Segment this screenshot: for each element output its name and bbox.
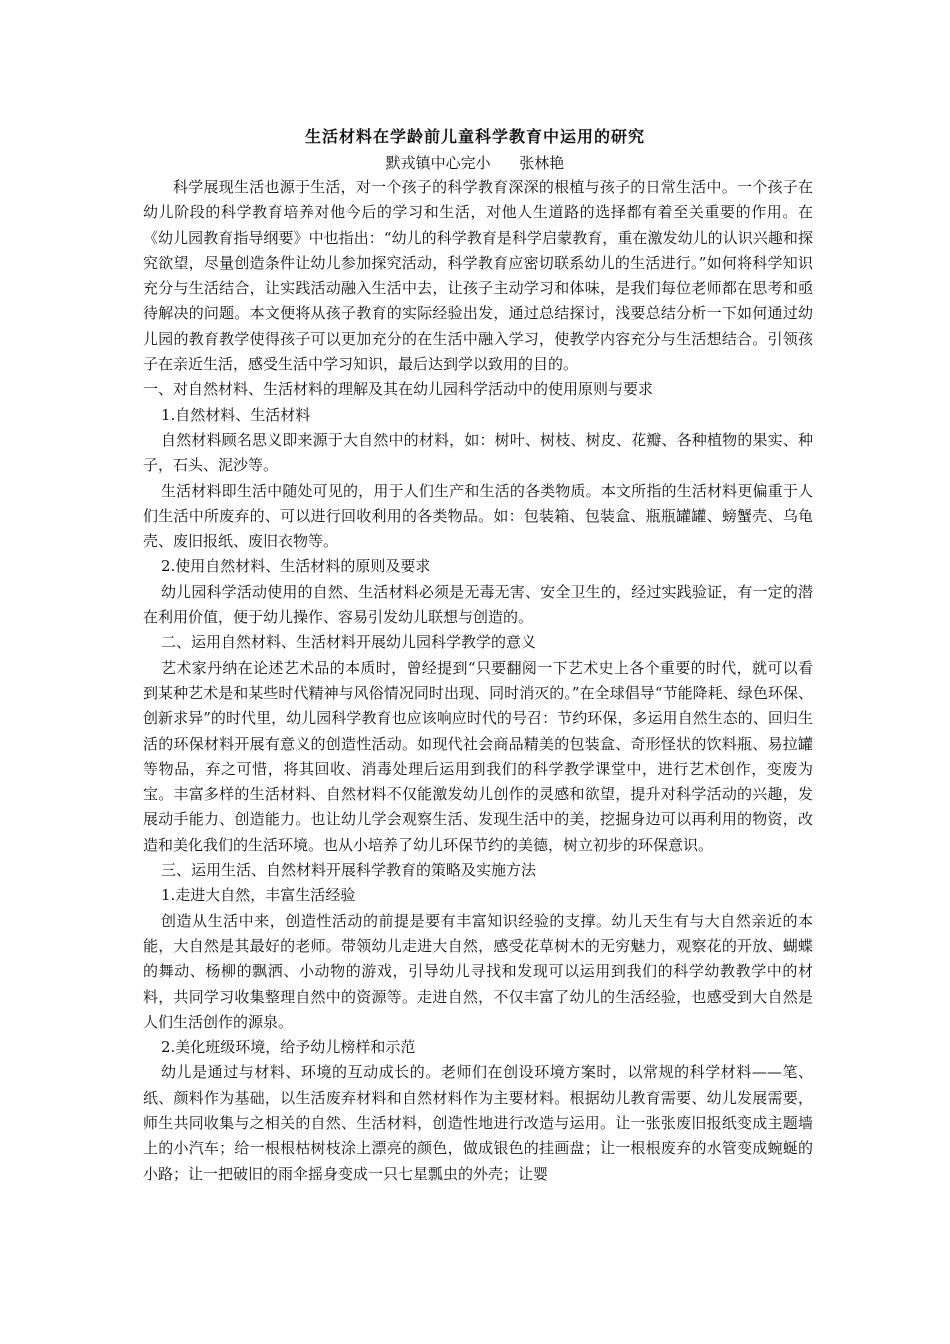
paragraph: 一、对自然材料、生活材料的理解及其在幼儿园科学活动中的使用原则与要求 <box>143 380 654 399</box>
paragraph: 艺术家丹纳在论述艺术品的本质时，曾经提到“只要翻阅一下艺术史上各个重要的时代，就可以看到某种艺术是和某些时代精神与风俗情况同时出现、同时消灭的。”在全球倡导“节能降耗、绿色环保、创新求异”的时代里，幼儿园科学教育也应该响应时代的号召：节约环保，多运用自然生态的、回归生活的环保材料开展有意义的创造性活动。如现代社会商品精美的包装盒、奇形怪状的饮料瓶、易拉罐等物品，弃之可惜，将其回收、消毒处理后运用到我们的科学教学课堂中，进行艺术创作，变废为宝。丰富多样的生活材料、自然材料不仅能激发幼儿创作的灵感和欲望，提升对科学活动的兴趣，发展动手能力、创造能力。也让幼儿学会观察生活、发现生活中的美，挖掘身边可以再利用的物资，改造和美化我们的生活环境。也从小培养了幼儿环保节约的美德，树立初步的环保意识。 <box>143 658 813 854</box>
paragraph: 生活材料即生活中随处可见的，用于人们生产和生活的各类物质。本文所指的生活材料更偏重于人们生活中所废弃的、可以进行回收利用的各类物品。如：包装箱、包装盒、瓶瓶罐罐、螃蟹壳、乌龟壳、废旧报纸、废旧衣物等。 <box>143 481 813 551</box>
paragraph: 2.使用自然材料、生活材料的原则及要求 <box>161 557 431 576</box>
paragraph: 幼儿是通过与材料、环境的互动成长的。老师们在创设环境方案时，以常规的科学材料——笔、纸、颜料作为基础，以生活废弃材料和自然材料作为主要材料。根据幼儿教育需要、幼儿发展需要，师生共同收集与之相关的自然、生活材料，创造性地进行改造与运用。让一张张废旧报纸变成主题墙上的小汽车；给一根根枯树枝涂上漂亮的颜色，做成银色的挂画盘；让一根根废弃的水管变成蜿蜒的小路；让一把破旧的雨伞摇身变成一只七星瓢虫的外壳；让婴 <box>143 1063 813 1183</box>
document-title: 生活材料在学龄前儿童科学教育中运用的研究 <box>304 127 645 146</box>
document-body <box>143 175 813 1187</box>
paragraph: 2.美化班级环境，给予幼儿榜样和示范 <box>161 1038 416 1057</box>
byline <box>0 151 950 175</box>
paragraph: 三、运用生活、自然材料开展科学教育的策略及实施方法 <box>161 861 537 880</box>
author-school: 默戎镇中心完小 <box>385 154 491 172</box>
paragraph: 幼儿园科学活动使用的自然、生活材料必须是无毒无害、安全卫生的，经过实践验证，有一定的潜在利用价值，便于幼儿操作、容易引发幼儿联想与创造的。 <box>143 582 813 627</box>
paragraph: 1.自然材料、生活材料 <box>161 405 311 424</box>
paragraph: 二、运用自然材料、生活材料开展幼儿园科学教学的意义 <box>161 633 537 652</box>
author-name: 张林艳 <box>519 154 565 172</box>
paragraph: 1.走进大自然，丰富生活经验 <box>161 886 356 905</box>
paragraph: 创造从生活中来，创造性活动的前提是要有丰富知识经验的支撑。幼儿天生有与大自然亲近的本能，大自然是其最好的老师。带领幼儿走进大自然，感受花草树木的无穷魅力，观察花的开放、蝴蝶的舞动、杨柳的飘洒、小动物的游戏，引导幼儿寻找和发现可以运用到我们的科学幼教教学中的材料，共同学习收集整理自然中的资源等。走进自然，不仅丰富了幼儿的生活经验，也感受到大自然是人们生活创作的源泉。 <box>143 911 813 1031</box>
paragraph: 自然材料顾名思义即来源于大自然中的材料，如：树叶、树枝、树皮、花瓣、各种植物的果实、种子，石头、泥沙等。 <box>143 430 813 475</box>
paragraph: 科学展现生活也源于生活，对一个孩子的科学教育深深的根植与孩子的日常生活中。一个孩子在幼儿阶段的科学教育培养对他今后的学习和生活，对他人生道路的选择都有着至关重要的作用。在《幼儿园教育指导纲要》中也指出：“幼儿的科学教育是科学启蒙教育，重在激发幼儿的认识兴趣和探究欲望，尽量创造条件让幼儿参加探究活动，科学教育应密切联系幼儿的生活进行。”如何将科学知识充分与生活结合，让实践活动融入生活中去，让孩子主动学习和体味，是我们每位老师都在思考和亟待解决的问题。本文便将从孩子教育的实际经验出发，通过总结探讨，浅要总结分析一下如何通过幼儿园的教育教学使得孩子可以更加充分的在生活中融入学习，使教学内容充分与生活想结合。引领孩子在亲近生活，感受生活中学习知识，最后达到学以致用的目的。 <box>143 178 813 374</box>
